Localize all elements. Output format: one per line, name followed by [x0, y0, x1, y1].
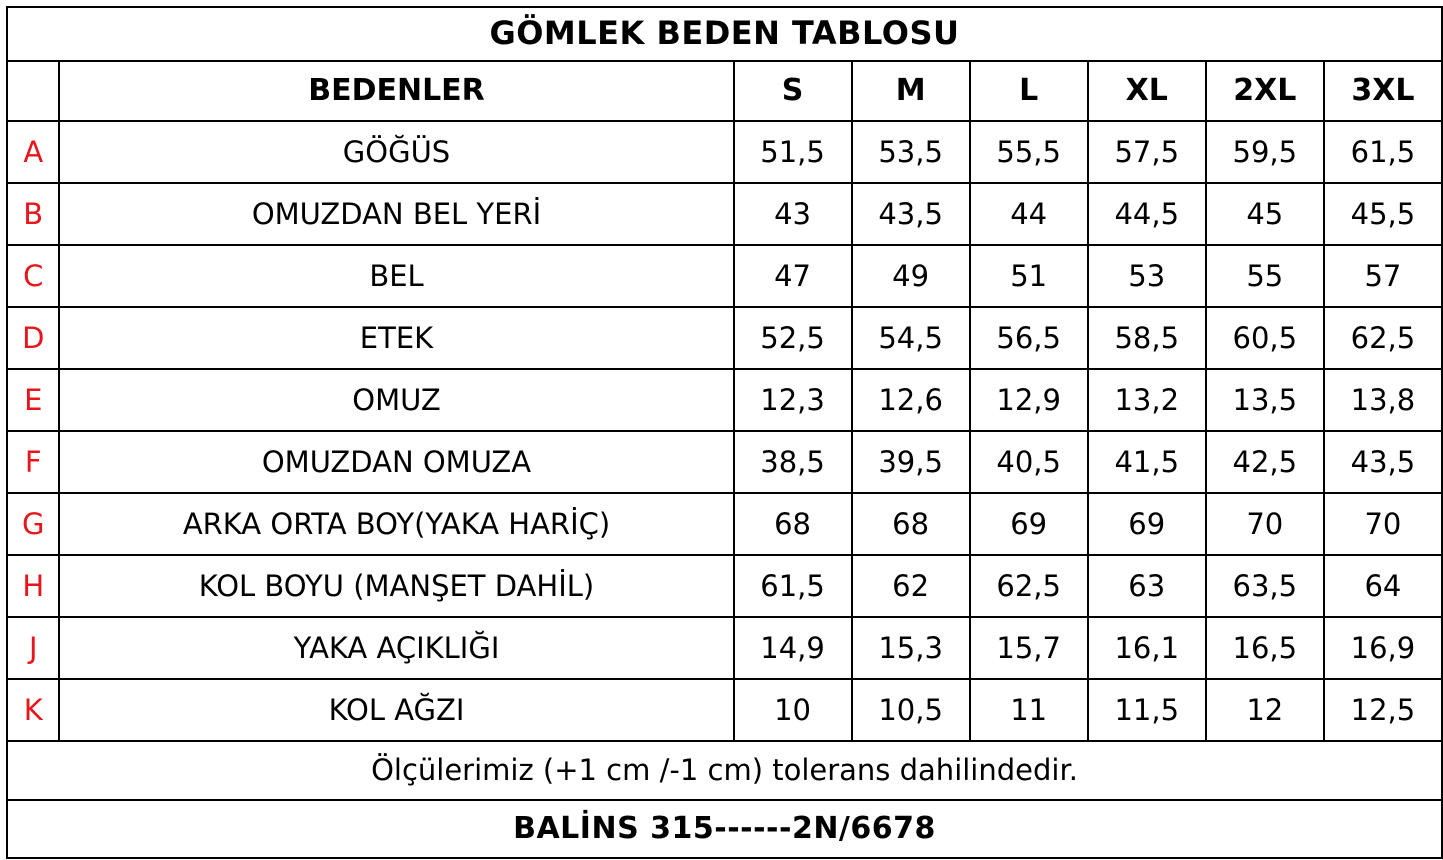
- table-row: [7, 369, 1442, 431]
- row-letter: J: [7, 617, 59, 679]
- measurement-value: 62,5: [970, 555, 1088, 617]
- row-letter: H: [7, 555, 59, 617]
- measurement-value: 57,5: [1088, 121, 1206, 183]
- measurement-value: 69: [970, 493, 1088, 555]
- measurement-value: 52,5: [734, 307, 852, 369]
- measurement-value: 68: [734, 493, 852, 555]
- table-header-row: [7, 61, 1442, 121]
- size-chart-table: [6, 6, 1443, 859]
- measurement-name: OMUZDAN BEL YERİ: [59, 183, 733, 245]
- size-header-l: L: [970, 61, 1088, 121]
- measurement-value: 60,5: [1206, 307, 1324, 369]
- measurement-value: 42,5: [1206, 431, 1324, 493]
- measurement-name: YAKA AÇIKLIĞI: [59, 617, 733, 679]
- row-letter: D: [7, 307, 59, 369]
- measurement-value: 16,1: [1088, 617, 1206, 679]
- measurement-value: 68: [852, 493, 970, 555]
- measurement-value: 58,5: [1088, 307, 1206, 369]
- measurement-value: 12: [1206, 679, 1324, 741]
- measurement-name: GÖĞÜS: [59, 121, 733, 183]
- table-row: [7, 431, 1442, 493]
- measurement-value: 43,5: [1324, 431, 1442, 493]
- table-row: [7, 617, 1442, 679]
- measurement-value: 44: [970, 183, 1088, 245]
- measurement-value: 70: [1324, 493, 1442, 555]
- measurement-value: 51,5: [734, 121, 852, 183]
- table-title-row: [7, 7, 1442, 61]
- table-row: [7, 493, 1442, 555]
- measurement-value: 43: [734, 183, 852, 245]
- measurement-value: 12,6: [852, 369, 970, 431]
- tolerance-note-row: [7, 741, 1442, 800]
- measurement-value: 13,8: [1324, 369, 1442, 431]
- measurement-value: 13,5: [1206, 369, 1324, 431]
- measurement-name-header: BEDENLER: [59, 61, 733, 121]
- measurement-value: 43,5: [852, 183, 970, 245]
- row-letter: F: [7, 431, 59, 493]
- table-row: [7, 121, 1442, 183]
- product-code-row: [7, 800, 1442, 858]
- measurement-name: OMUZDAN OMUZA: [59, 431, 733, 493]
- row-letter: B: [7, 183, 59, 245]
- measurement-value: 62,5: [1324, 307, 1442, 369]
- measurement-value: 69: [1088, 493, 1206, 555]
- measurement-value: 44,5: [1088, 183, 1206, 245]
- size-header-m: M: [852, 61, 970, 121]
- measurement-name: KOL BOYU (MANŞET DAHİL): [59, 555, 733, 617]
- measurement-value: 13,2: [1088, 369, 1206, 431]
- measurement-value: 53,5: [852, 121, 970, 183]
- measurement-value: 63,5: [1206, 555, 1324, 617]
- table-row: [7, 555, 1442, 617]
- measurement-value: 11,5: [1088, 679, 1206, 741]
- measurement-value: 12,5: [1324, 679, 1442, 741]
- row-letter: C: [7, 245, 59, 307]
- measurement-name: BEL: [59, 245, 733, 307]
- measurement-value: 10,5: [852, 679, 970, 741]
- measurement-value: 12,3: [734, 369, 852, 431]
- measurement-name: ARKA ORTA BOY(YAKA HARİÇ): [59, 493, 733, 555]
- measurement-value: 51: [970, 245, 1088, 307]
- measurement-name: ETEK: [59, 307, 733, 369]
- page-title: GÖMLEK BEDEN TABLOSU: [7, 7, 1442, 61]
- table-row: [7, 679, 1442, 741]
- measurement-value: 11: [970, 679, 1088, 741]
- row-letter: E: [7, 369, 59, 431]
- table-row: [7, 245, 1442, 307]
- measurement-value: 45: [1206, 183, 1324, 245]
- size-header-s: S: [734, 61, 852, 121]
- measurement-value: 12,9: [970, 369, 1088, 431]
- measurement-value: 53: [1088, 245, 1206, 307]
- table-row: [7, 183, 1442, 245]
- row-letter: G: [7, 493, 59, 555]
- measurement-value: 54,5: [852, 307, 970, 369]
- measurement-value: 56,5: [970, 307, 1088, 369]
- size-header-xl: XL: [1088, 61, 1206, 121]
- measurement-value: 38,5: [734, 431, 852, 493]
- measurement-value: 61,5: [1324, 121, 1442, 183]
- product-code: BALİNS 315------2N/6678: [7, 800, 1442, 858]
- measurement-value: 57: [1324, 245, 1442, 307]
- measurement-value: 61,5: [734, 555, 852, 617]
- measurement-value: 14,9: [734, 617, 852, 679]
- measurement-value: 15,3: [852, 617, 970, 679]
- measurement-value: 55: [1206, 245, 1324, 307]
- tolerance-note: Ölçülerimiz (+1 cm /-1 cm) tolerans dahilindedir.: [7, 741, 1442, 800]
- measurement-value: 63: [1088, 555, 1206, 617]
- measurement-value: 64: [1324, 555, 1442, 617]
- measurement-value: 16,9: [1324, 617, 1442, 679]
- table-row: [7, 307, 1442, 369]
- measurement-value: 16,5: [1206, 617, 1324, 679]
- size-header-2xl: 2XL: [1206, 61, 1324, 121]
- measurement-value: 41,5: [1088, 431, 1206, 493]
- measurement-name: KOL AĞZI: [59, 679, 733, 741]
- measurement-value: 10: [734, 679, 852, 741]
- measurement-value: 45,5: [1324, 183, 1442, 245]
- row-letter: A: [7, 121, 59, 183]
- measurement-value: 55,5: [970, 121, 1088, 183]
- row-label-header: [7, 61, 59, 121]
- measurement-value: 15,7: [970, 617, 1088, 679]
- measurement-value: 47: [734, 245, 852, 307]
- measurement-value: 39,5: [852, 431, 970, 493]
- measurement-value: 62: [852, 555, 970, 617]
- measurement-value: 59,5: [1206, 121, 1324, 183]
- measurement-value: 49: [852, 245, 970, 307]
- row-letter: K: [7, 679, 59, 741]
- measurement-value: 40,5: [970, 431, 1088, 493]
- measurement-name: OMUZ: [59, 369, 733, 431]
- size-header-3xl: 3XL: [1324, 61, 1442, 121]
- measurement-value: 70: [1206, 493, 1324, 555]
